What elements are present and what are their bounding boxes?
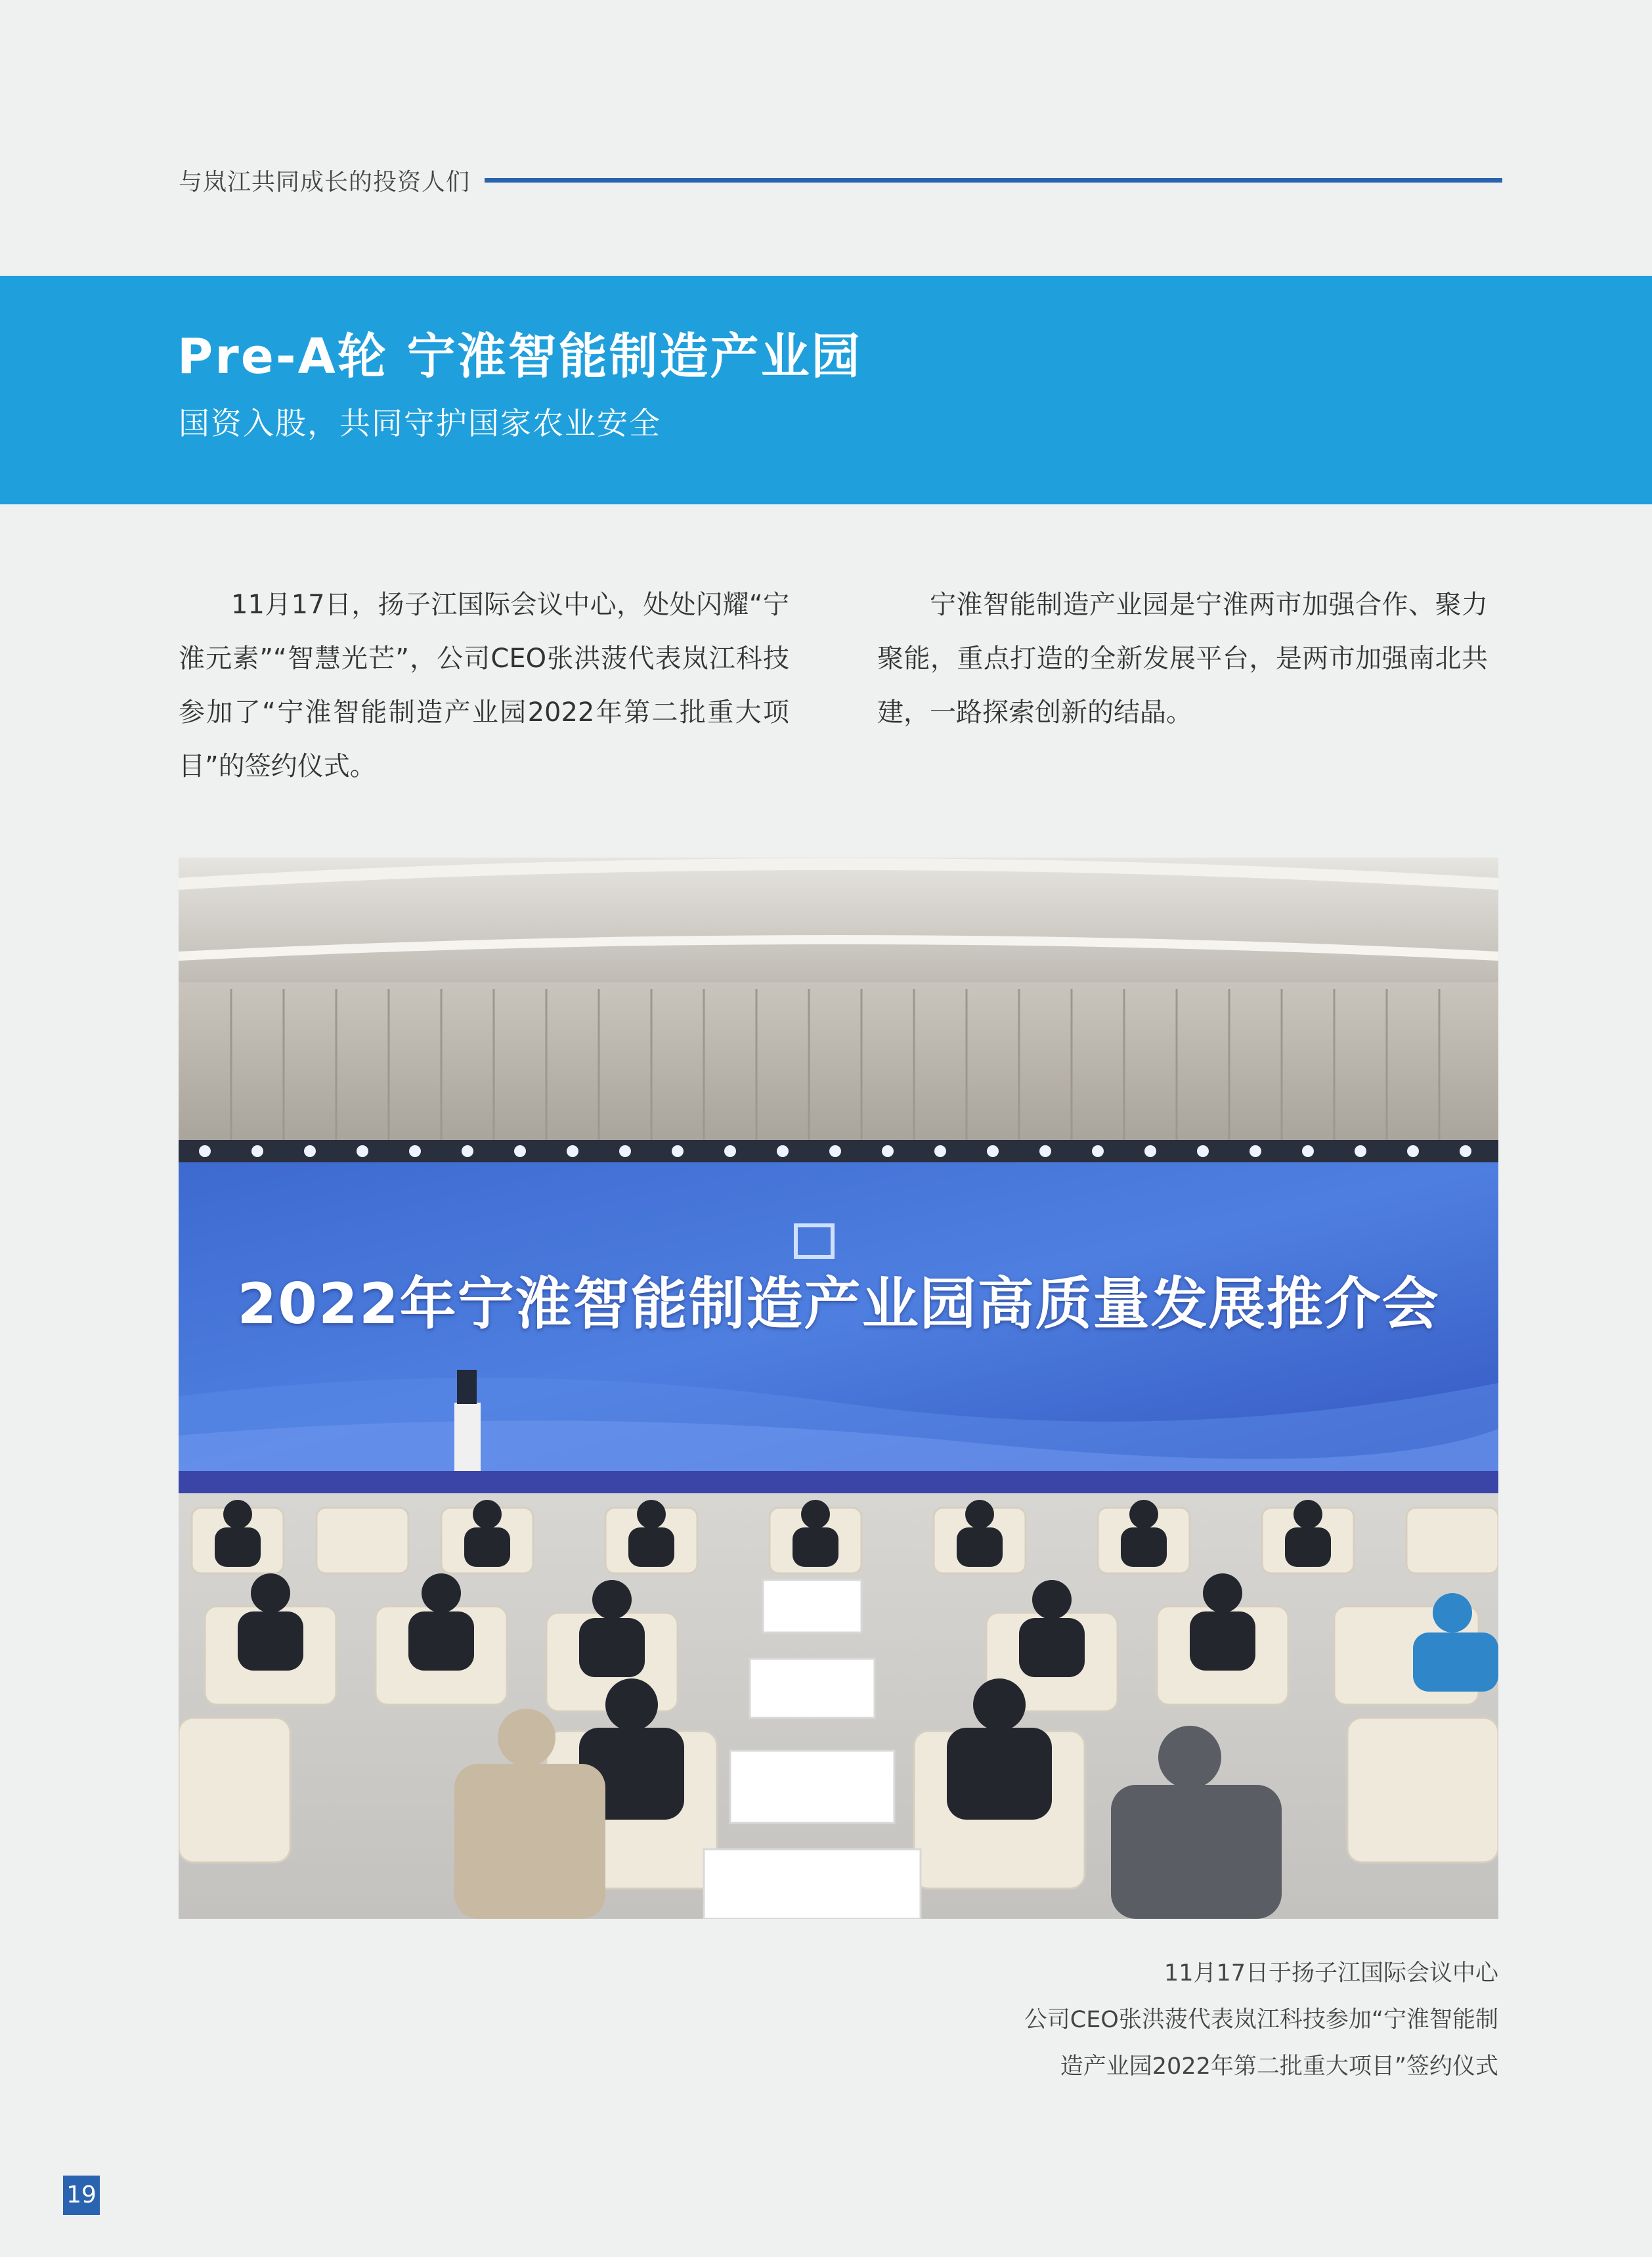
caption-line-2: 公司CEO张洪菠代表岚江科技参加“宁淮智能制 bbox=[1024, 2007, 1498, 2033]
photo-caption bbox=[907, 1950, 1498, 2090]
article-title: Pre-A轮 宁淮智能制造产业园 bbox=[177, 328, 862, 385]
event-photo bbox=[179, 858, 1498, 1919]
section-header bbox=[179, 162, 1502, 198]
page-number: 19 bbox=[63, 2176, 100, 2215]
section-rule bbox=[485, 178, 1502, 183]
event-photo-illustration bbox=[179, 858, 1498, 1919]
body-paragraph-right: 宁淮智能制造产业园是宁淮两市加强合作、聚力聚能，重点打造的全新发展平台，是两市加强南北共建，一路探索创新的结晶。 bbox=[877, 590, 1488, 728]
caption-line-1: 11月17日于扬子江国际会议中心 bbox=[1163, 1960, 1498, 1986]
caption-line-3: 造产业园2022年第二批重大项目”签约仪式 bbox=[1060, 2053, 1498, 2080]
article-subtitle: 国资入股，共同守护国家农业安全 bbox=[179, 406, 661, 442]
stage-banner-text: 2022年宁淮智能制造产业园高质量发展推介会 bbox=[237, 1271, 1440, 1337]
title-banner bbox=[0, 276, 1652, 504]
body-paragraph-left: 11月17日，扬子江国际会议中心，处处闪耀“宁淮元素”“智慧光芒”，公司CEO张洪菠代表岚江科技参加了“宁淮智能制造产业园2022年第二批重大项目”的签约仪式。 bbox=[179, 590, 789, 781]
section-label: 与岚江共同成长的投资人们 bbox=[179, 168, 471, 196]
